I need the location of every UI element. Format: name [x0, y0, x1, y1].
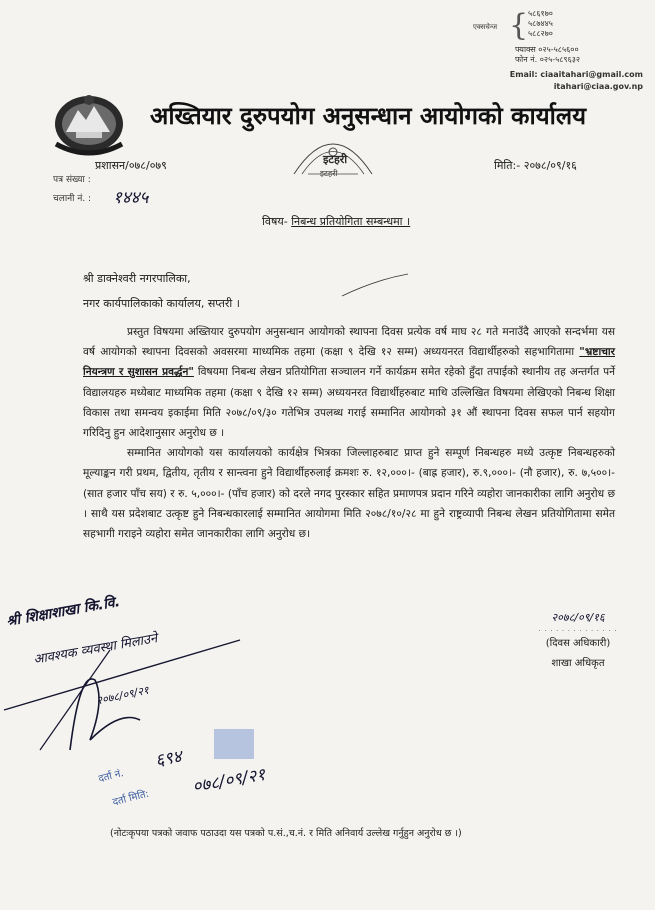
dartaa-number: ६९४ — [153, 746, 184, 772]
patra-sankhya-label: पत्र संख्या : — [53, 175, 91, 185]
dartaa-label: दर्ता नं. — [97, 768, 125, 785]
exchange-numbers — [528, 8, 553, 38]
email-secondary: itahari@ciaa.gov.np — [553, 82, 643, 91]
signature-handwritten: २०७८/०९/१६ — [551, 611, 605, 624]
body-paragraph-1 — [83, 322, 615, 443]
reference-prashasan: प्रशासन/०७८/०७९ — [95, 159, 167, 172]
handwritten-instruction-1: श्री शिक्षाशाखा कि.वि. — [5, 594, 122, 630]
brace-glyph: { — [509, 8, 529, 43]
dartaa-date: ०७८/०९/२१ — [191, 764, 267, 798]
fax-number: फ्याक्स ०२५-५८५६०० — [515, 45, 579, 54]
body-text: विषयमा निबन्ध लेखन प्रतियोगिता सञ्चालन गर्ने कार्यक्रम समेत रहेको हुँदा तपाईको स्थानीय तह अन्तर्गत पर्ने विद्यालयहरु मध्येबाट माध्यमिक तहमा (कक्षा ९ देखि १२ सम्म) अध्ययनरत विद्यार्थीहरुबाट माथि उल्लिखित विषयमा लेखिएको निबन्ध शिक्षा विकास तथा समन्वय इकाईमा मिति २०७८/०९/३० गतेभित्र उपलब्ध गराई सम्मानित आयोगको ३१ औं स्थापना दिवस सफल पार्न सहयोग गरिदिनु हुन आदेशानुसार अनुरोध छ । — [83, 366, 616, 440]
subject-label: विषय- — [262, 215, 288, 228]
chalani-number: १४४५ — [113, 188, 149, 208]
stamp-ink-mark — [210, 725, 260, 765]
subject-text: निबन्ध प्रतियोगिता सम्बन्धमा । — [291, 215, 411, 228]
seal-city: इटहरी — [323, 153, 348, 166]
addressee-block — [83, 266, 240, 316]
letter-body — [83, 322, 615, 544]
body-paragraph-2: सम्मानित आयोगको यस कार्यालयको कार्यक्षेत्र भित्रका जिल्लाहरुबाट प्राप्त हुने सम्पूर्ण निबन्धहरु मध्ये उत्कृष्ट निबन्धहरुको मूल्याङ्कन गरी प्रथम, द्वितीय, तृतीय र सान्त्वना हुने विद्यार्थीहरुलाई क्रमशः रु. १२,०००।- (बाह्र हजार), रु.९,०००।- (नौ हजार), रु. ७,५००।- (सात हजार पाँच सय) र रु. ५,०००।- (पाँच हजार) को दरले नगद पुरस्कार सहित प्रमाणपत्र प्रदान गरिने व्यहोरा जानकारीका लागि अनुरोध छ । साथै यस प्रदेशबाट उत्कृष्ट हुने निबन्धकारलाई सम्मानित आयोगमा मिति २०७८/१०/२८ मा हुने राष्ट्रव्यापी निबन्ध लेखन प्रतियोगितामा समेत सहभागी गराइने व्यहोरा समेत जानकारीका लागि अनुरोध छ। — [83, 447, 615, 541]
handwritten-date: २०७८/०९/२१ — [95, 683, 150, 708]
signature-dots: . . . . . . . . . . . . . . — [538, 626, 618, 633]
handwritten-instruction-2: आवश्यक व्यवस्था मिलाउने — [32, 631, 159, 668]
pen-stroke-mark — [340, 270, 410, 300]
exchange-number: ५८७४४५ — [528, 19, 553, 28]
signer-post: शाखा अधिकृत — [551, 658, 605, 669]
seal-text: इटहरी — [320, 169, 338, 178]
phone-number: फोन नं. ०२५-५८९६३२ — [515, 55, 581, 64]
footer-note: (नोटःकृपया पत्रको जवाफ पठाउदा यस पत्रको प.सं.,च.नं. र मिति अनिवार्य उल्लेख गर्नुहुन अनुरोध छ ।) — [110, 828, 462, 839]
nepal-emblem-icon — [48, 88, 130, 158]
chalani-label: चलानी नं. : — [53, 194, 92, 204]
exchange-number: ५८८२७० — [528, 29, 553, 38]
addressee-line-2: नगर कार्यपालिकाको कार्यालय, सप्तरी । — [83, 297, 240, 310]
exchange-label: एक्सचेन्ज — [473, 23, 498, 31]
addressee-line-1: श्री डाक्नेश्वरी नगरपालिका, — [83, 272, 191, 285]
body-text: प्रस्तुत विषयमा अख्तियार दुरुपयोग अनुसन्धान आयोगको स्थापना दिवस प्रत्येक वर्ष माघ २८ गते मनाउँदै आएको सन्दर्भमा यस वर्ष आयोगको स्थापना दिवसको अवसरमा माध्यमिक तहमा (कक्षा ९ देखि १२ सम्म) अध्ययनरत विद्यार्थीहरुको सहभागितामा — [83, 326, 615, 359]
signer-name: (दिवस अधिकारी) — [545, 638, 611, 649]
dartaa-date-label: दर्ता मिति: — [111, 788, 151, 809]
exchange-number: ५८६१७० — [528, 9, 553, 18]
letter-date: मिति:- २०७८/०९/१६ — [494, 159, 577, 172]
signature-block — [528, 608, 628, 674]
essay-topic: "भ्रष्टाचार नियन्त्रण र सुशासन प्रवर्द्धन" — [83, 346, 615, 379]
email-primary: Email: ciaaitahari@gmail.com — [509, 70, 643, 79]
office-title: अख्तियार दुरुपयोग अनुसन्धान आयोगको कार्यालय — [150, 101, 587, 130]
subject-line — [262, 214, 410, 229]
